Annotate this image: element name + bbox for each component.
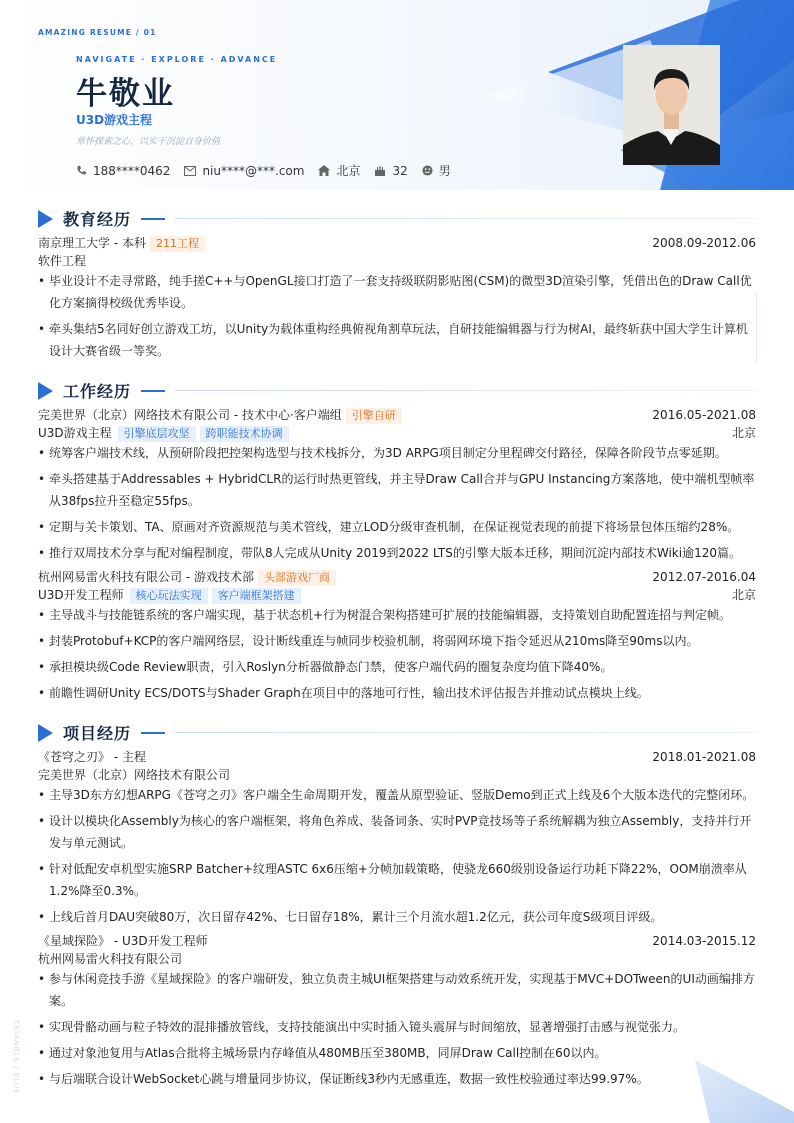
side-label: TRIANGLE / BLUE: [12, 1020, 20, 1095]
project-header: [38, 932, 756, 950]
candidate-name: 牛敬业: [76, 76, 175, 112]
project-date: 2014.03-2015.12: [652, 934, 756, 948]
school-name: 南京理工大学 - 本科: [38, 236, 146, 250]
list-item: • 牵头集结5名同好创立游戏工坊，以Unity为载体重构经典俯视角割草玩法，自研技能编辑器与行为树AI，最终斩获中国大学生计算机设计大赛省级一等奖。: [38, 318, 756, 362]
list-item: • 前瞻性调研Unity ECS/DOTS与Shader Graph在项目中的落地可行性，输出技术评估报告并推动试点模块上线。: [38, 682, 756, 704]
contact-list: [76, 162, 465, 179]
contact-gender: [422, 162, 451, 179]
title-rule: [175, 218, 758, 219]
education-header: [38, 234, 756, 252]
candidate-role: U3D游戏主程: [76, 113, 153, 127]
divider: [756, 292, 757, 362]
section-projects: [38, 721, 758, 744]
section-education: [38, 207, 758, 230]
contact-location: [318, 162, 360, 179]
section-work: [38, 379, 758, 402]
skill-tag: 核心玩法实现: [130, 588, 208, 604]
list-item: • 主导3D东方幻想ARPG《苍穹之刃》客户端全生命周期开发，覆盖从原型验证、竖版Demo到正式上线及6个大版本迭代的完整闭环。: [38, 784, 756, 806]
contact-email: [184, 164, 304, 178]
smile-icon: [422, 165, 433, 176]
section-title: 工作经历: [63, 382, 132, 401]
job-date: 2012.07-2016.04: [652, 570, 756, 584]
triangle-icon: [38, 382, 53, 400]
school-tag: 211工程: [150, 236, 205, 252]
email-value: niu****@***.com: [202, 163, 305, 178]
job-date: 2016.05-2021.08: [652, 408, 756, 422]
section-title: 项目经历: [63, 724, 132, 743]
project-name: 《苍穹之刃》 - 主程: [38, 750, 146, 764]
company-tag: 引擎自研: [346, 408, 402, 424]
cake-icon: [374, 165, 386, 176]
phone-icon: [76, 165, 87, 176]
position-name: U3D开发工程师: [38, 588, 124, 602]
home-icon: [318, 165, 330, 176]
job-header: [38, 406, 756, 424]
education-major: 软件工程: [38, 254, 87, 268]
skill-tag: 跨职能技术协调: [200, 426, 289, 442]
position-name: U3D游戏主程: [38, 426, 112, 440]
list-item: • 毕业设计不走寻常路，纯手搓C++与OpenGL接口打造了一套支持级联阴影贴图(CSM)的微型3D渲染引擎，凭借出色的Draw Call优化方案摘得校级优秀毕设。: [38, 270, 756, 314]
contact-phone: [76, 164, 170, 178]
tagline: NAVIGATE · EXPLORE · ADVANCE: [76, 55, 278, 64]
list-item: • 设计以模块化Assembly为核心的客户端框架，将角色养成、装备词条、实时PVP竞技场等子系统解耦为独立Assembly，支持并行开发与单元测试。: [38, 810, 756, 854]
project-company: 杭州网易雷火科技有限公司: [38, 952, 183, 966]
job-header: [38, 568, 756, 586]
project-date: 2018.01-2021.08: [652, 750, 756, 764]
list-item: • 通过对象池复用与Atlas合批将主城场景内存峰值从480MB压至380MB，同屏Draw Call控制在60以内。: [38, 1042, 756, 1064]
tagline-top: AMAZING RESUME / 01: [38, 28, 157, 37]
motto: 常怀探索之心，以实干沉淀自身价值: [76, 137, 221, 147]
triangle-icon: [38, 724, 53, 742]
gender-value: 男: [438, 164, 451, 178]
list-item: • 主导战斗与技能链系统的客户端实现，基于状态机+行为树混合架构搭建可扩展的技能编辑器，支持策划自助配置连招与判定帧。: [38, 604, 756, 626]
title-dash: [141, 390, 165, 392]
footer-decoration: [690, 1060, 794, 1123]
phone-value: 188****0462: [93, 163, 171, 178]
list-item: • 承担模块级Code Review职责，引入Roslyn分析器做静态门禁，使客户端代码的圈复杂度均值下降40%。: [38, 656, 756, 678]
company-name: 杭州网易雷火科技有限公司 - 游戏技术部: [38, 570, 254, 584]
section-title: 教育经历: [63, 210, 132, 229]
title-rule: [175, 732, 758, 733]
triangle-icon: [38, 210, 53, 228]
list-item: • 针对低配安卓机型实施SRP Batcher+纹理ASTC 6x6压缩+分帧加载策略，使骁龙660级别设备运行功耗下降22%，OOM崩溃率从1.2%降至0.3%。: [38, 858, 756, 902]
project-name: 《星域探险》 - U3D开发工程师: [38, 934, 208, 948]
list-item: • 封装Protobuf+KCP的客户端网络层，设计断线重连与帧同步校验机制，将弱网环境下指令延迟从210ms降至90ms以内。: [38, 630, 756, 652]
profile-photo: [623, 45, 720, 165]
list-item: • 上线后首月DAU突破80万，次日留存42%、七日留存18%，累计三个月流水超1.2亿元，获公司年度S级项目评级。: [38, 906, 756, 928]
list-item: • 与后端联合设计WebSocket心跳与增量同步协议，保证断线3秒内无感重连，数据一致性校验通过率达99.97%。: [38, 1068, 756, 1090]
list-item: • 实现骨骼动画与粒子特效的混排播放管线，支持技能演出中实时插入镜头震屏与时间缩放，显著增强打击感与视觉张力。: [38, 1016, 756, 1038]
mail-icon: [184, 166, 196, 176]
age-value: 32: [392, 163, 408, 178]
list-item: • 统筹客户端技术线，从预研阶段把控架构选型与技术栈拆分，为3D ARPG项目制定分里程碑交付路径，保障各阶段节点零延期。: [38, 442, 756, 464]
project-header: [38, 748, 756, 766]
list-item: • 推行双周技术分享与配对编程制度，带队8人完成从Unity 2019到2022 LTS的引擎大版本迁移，期间沉淀内部技术Wiki逾120篇。: [38, 542, 756, 564]
job-position: [38, 424, 756, 442]
project-company: 完美世界（北京）网络技术有限公司: [38, 768, 231, 782]
job-location: 北京: [731, 588, 756, 602]
location-value: 北京: [336, 164, 361, 178]
job-position: [38, 586, 756, 604]
skill-tag: 客户端框架搭建: [212, 588, 301, 604]
list-item: • 定期与关卡策划、TA、原画对齐资源规范与美术管线，建立LOD分级审查机制，在保证视觉表现的前提下将场景包体压缩约28%。: [38, 516, 756, 538]
skill-tag: 引擎底层攻坚: [118, 426, 196, 442]
list-item: • 牵头搭建基于Addressables + HybridCLR的运行时热更管线，并主导Draw Call合并与GPU Instancing方案落地，使中端机型帧率从38fps拉升至稳定55fps。: [38, 468, 756, 512]
company-tag: 头部游戏厂商: [258, 570, 336, 586]
title-dash: [141, 732, 165, 734]
title-rule: [175, 390, 758, 391]
company-name: 完美世界（北京）网络技术有限公司 - 技术中心·客户端组: [38, 408, 342, 422]
contact-age: [374, 164, 407, 178]
job-location: 北京: [731, 426, 756, 440]
list-item: • 参与休闲竞技手游《星域探险》的客户端研发，独立负责主城UI框架搭建与动效系统开发，实现基于MVC+DOTween的UI动画编排方案。: [38, 968, 756, 1012]
education-date: 2008.09-2012.06: [652, 236, 756, 250]
title-dash: [141, 218, 165, 220]
